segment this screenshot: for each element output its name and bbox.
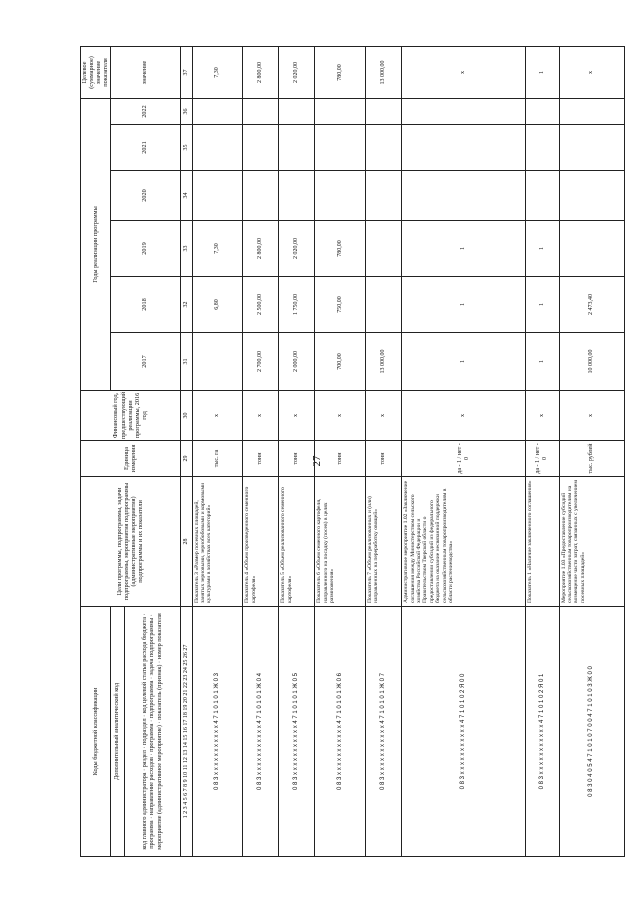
row-2020	[525, 171, 559, 221]
col-index-codes: 1 2 3 4 5 6 7 8 9 10 11 12 13 14 15 16 17 18 19 20 21 22 23 24 25 26 27	[180, 607, 192, 857]
row-2021	[243, 125, 279, 171]
row-2022	[315, 98, 366, 124]
row-2021	[366, 125, 402, 171]
row-code: 0 8 3 х х х х х х х х х х х 4 7 1 0 1 0 1 Ж 0 4	[243, 607, 279, 857]
col-index-2019: 33	[180, 221, 192, 277]
col-index-2020: 34	[180, 171, 192, 221]
code-admin-label: код главного администратора	[141, 772, 149, 850]
row-2021	[402, 125, 526, 171]
row-code: 0 8 3 х х х х х х х х х х х 4 7 1 0 1 0 1 Ж 0 3	[192, 607, 243, 857]
row-name: Показатель 1 «Наличие заключенного соглашения»	[525, 477, 559, 607]
row-2017: 2 700,00	[243, 333, 279, 391]
row-2022	[402, 98, 526, 124]
row-2019: 780,00	[315, 221, 366, 277]
row-unit: тонн	[243, 441, 279, 477]
row-2019: 2 020,00	[279, 221, 315, 277]
row-2019: 1	[402, 221, 526, 277]
year-2020-header: 2020	[110, 171, 180, 221]
row-unit: тыс. рублей	[559, 441, 624, 477]
program-table	[80, 46, 625, 857]
row-2018: 6,80	[192, 277, 243, 333]
program-label: программа	[148, 723, 156, 752]
row-name: Показатель 7 «Объем реализованных и (или) направленных на переработку овощей»	[366, 477, 402, 607]
year-2022-header: 2022	[110, 98, 180, 124]
row-2021	[315, 125, 366, 171]
col-index-fin: 30	[180, 391, 192, 441]
direction-label: направление расходов	[148, 757, 156, 816]
analytic-code-header: Дополнительный аналитический код	[110, 607, 124, 857]
row-fin: х	[525, 391, 559, 441]
row-total: 7,30	[192, 46, 243, 98]
row-2022	[366, 98, 402, 124]
row-unit: тыс. га	[192, 441, 243, 477]
unit-header: Единица измерения	[81, 441, 181, 477]
years-group-header: Годы реализации программы	[81, 98, 111, 390]
table-row	[525, 46, 559, 856]
table-row	[366, 46, 402, 856]
task-label: задача подпрограммы	[148, 617, 156, 676]
section-label: раздел	[141, 750, 149, 768]
row-2022	[192, 98, 243, 124]
row-name: Мероприятие 1.03 «Предоставление субсидий сельскохозяйственным товаропроизводителям на возмещение части затрат, связанных с увеличением посевных площадей»	[559, 477, 624, 607]
row-name: Показатель 3 «Размер посевных площадей, занятых зерновыми, зернобобовыми и кормовыми культурами в хозяйствах всех категорий»	[192, 477, 243, 607]
row-name: Показатель 4 «Объем произведенного семенного картофеля»	[243, 477, 279, 607]
row-2019	[559, 221, 624, 277]
row-name: Административное мероприятие 1.02 «Заключение соглашения между Министерством сельского хозяйства Российской Федерации и Правительством Тверской области о предоставлении субсидий из федерального бюджета на оказание несвязанной поддержки сельскохозяйственным товаропроизводителям в области растениеводства»	[402, 477, 526, 607]
subsection-label: подраздел	[141, 718, 149, 745]
row-unit: тонн	[279, 441, 315, 477]
year-2017-header: 2017	[110, 333, 180, 391]
row-fin: х	[366, 391, 402, 441]
budget-codes-header: Коды бюджетной классификации	[81, 607, 111, 857]
row-fin: х	[279, 391, 315, 441]
row-total: 780,00	[315, 46, 366, 98]
fin-year-header: Финансовый год, предшествующий реализации программы, 2016 год	[81, 391, 181, 441]
row-code: 0 8 3 0 4 0 5 4 7 1 0 1 0 7 0 0 4 7 1 0 1 0 3 Ж 0 0	[559, 607, 624, 857]
row-2022	[559, 98, 624, 124]
year-2019-header: 2019	[110, 221, 180, 277]
year-2018-header: 2018	[110, 277, 180, 333]
col-index-2022: 36	[180, 98, 192, 124]
row-total: х	[402, 46, 526, 98]
table-row	[315, 46, 366, 856]
table-row	[279, 46, 315, 856]
row-2017: 1	[525, 333, 559, 391]
row-2017: 13 000,00	[366, 333, 402, 391]
row-unit: тонн	[315, 441, 366, 477]
event-label: мероприятие (административное мероприятие)	[155, 725, 163, 850]
row-total: 2 800,00	[243, 46, 279, 98]
row-fin: х	[402, 391, 526, 441]
row-2018: 2 500,00	[243, 277, 279, 333]
row-code: 0 8 3 х х х х х х х х х х х 4 7 1 0 1 0 2 Я 0 1	[525, 607, 559, 857]
prog-label: программа	[148, 820, 156, 849]
row-2022	[243, 98, 279, 124]
row-2019: 2 800,00	[243, 221, 279, 277]
code-subheaders: код главного администратора · раздел · подраздел · код целевой статьи расхода бюджета · программа · направление расходов · программа · подпрограмма · задача подпрограммы · мероприятие (административное мероприятие) · показатель (признак) · номер показателя	[124, 607, 180, 857]
row-2019: 1	[525, 221, 559, 277]
row-name: Показатель 6 «Объем семенного картофеля, направленного на посадку (посев) в целях размножения»	[315, 477, 366, 607]
row-2020	[279, 171, 315, 221]
row-fin: х	[192, 391, 243, 441]
table-row	[243, 46, 279, 856]
row-2021	[279, 125, 315, 171]
row-unit: да - 1 / нет - 0	[402, 441, 526, 477]
row-2020	[192, 171, 243, 221]
row-2018: 750,00	[315, 277, 366, 333]
row-total: 13 000,00	[366, 46, 402, 98]
row-2021	[192, 125, 243, 171]
row-2022	[279, 98, 315, 124]
row-name: Показатель 5 «Объем реализованного семенного картофеля»	[279, 477, 315, 607]
row-2017: 700,00	[315, 333, 366, 391]
row-code: 0 8 3 х х х х х х х х х х х 4 7 1 0 1 0 1 Ж 0 5	[279, 607, 315, 857]
indicator-number-label: номер показателя	[155, 613, 163, 660]
row-2018: 1	[402, 277, 526, 333]
row-2022	[525, 98, 559, 124]
target-article-label: код целевой статьи расхода бюджета	[141, 616, 149, 714]
row-2021	[559, 125, 624, 171]
row-2018: 1	[525, 277, 559, 333]
row-2018	[366, 277, 402, 333]
row-unit: да - 1 / нет - 0	[525, 441, 559, 477]
year-2021-header: 2021	[110, 125, 180, 171]
row-total: 2 020,00	[279, 46, 315, 98]
row-2020	[243, 171, 279, 221]
row-2017: 1	[402, 333, 526, 391]
goal-name-header: Цели программы, подпрограммы, задачи подпрограммы, мероприятия подпрограммы (административные мероприятия) подпрограммы и их показатели	[81, 477, 181, 607]
row-fin: х	[243, 391, 279, 441]
rotated-table-container	[80, 47, 625, 857]
row-unit: тонн	[366, 441, 402, 477]
row-2020	[559, 171, 624, 221]
col-index-2018: 32	[180, 277, 192, 333]
final-value-header: Целевое (суммарное) значение показателя	[81, 46, 111, 98]
col-index-value: 37	[180, 46, 192, 98]
col-index-2021: 35	[180, 125, 192, 171]
page-number: 27	[311, 455, 323, 467]
row-total: 1	[525, 46, 559, 98]
row-code: 0 8 3 х х х х х х х х х х х 4 7 1 0 1 0 1 Ж 0 6	[315, 607, 366, 857]
row-fin: х	[315, 391, 366, 441]
row-2019	[366, 221, 402, 277]
subprogram-label: подпрограмма	[148, 680, 156, 719]
row-2017: 10 000,00	[559, 333, 624, 391]
table-row	[402, 46, 526, 856]
row-code: 0 8 3 х х х х х х х х х х х 4 7 1 0 1 0 1 Ж 0 7	[366, 607, 402, 857]
col-index-unit: 29	[180, 441, 192, 477]
value-header: значение	[110, 46, 180, 98]
row-2018: 1 750,00	[279, 277, 315, 333]
table-row	[559, 46, 624, 856]
row-2019: 7,30	[192, 221, 243, 277]
row-2020	[315, 171, 366, 221]
row-2021	[525, 125, 559, 171]
table-row	[192, 46, 243, 856]
col-index-name: 28	[180, 477, 192, 607]
row-2018: 2 473,40	[559, 277, 624, 333]
row-total: х	[559, 46, 624, 98]
row-fin: х	[559, 391, 624, 441]
row-2020	[402, 171, 526, 221]
indicator-sign-label: показатель (признак)	[155, 664, 163, 720]
col-index-2017: 31	[180, 333, 192, 391]
row-code: 0 8 3 х х х х х х х х х х х 4 7 1 0 1 0 2 Я 0 0	[402, 607, 526, 857]
row-2017: 2 000,00	[279, 333, 315, 391]
row-2017	[192, 333, 243, 391]
row-2020	[366, 171, 402, 221]
